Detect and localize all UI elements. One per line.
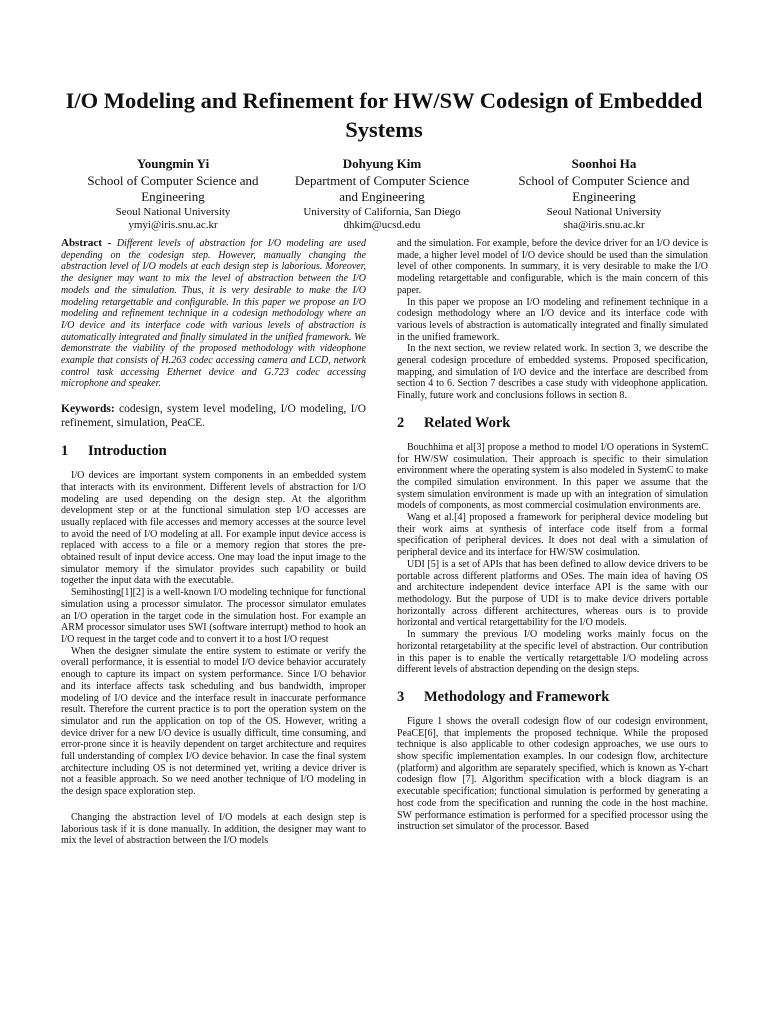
abstract: [61, 238, 366, 390]
paragraph: UDI [5] is a set of APIs that has been defined to allow device drivers to be portable across different platforms and OSes. The main idea of having OS and architecture independent device interface API is the same with our methodology. But the purpose of UDI is to make device drivers portable horizontally across different architectures, whereas ours is to provide horizontal and vertical retargettability for the I/O models.: [397, 558, 708, 629]
paragraph: In this paper we propose an I/O modeling and refinement technique in a codesign methodology where an I/O device and its interface code with various levels of abstraction is automatically integrated and finally simulated in the unified framework.: [397, 296, 708, 343]
author-name: Dohyung Kim: [342, 156, 422, 171]
author-1: [78, 156, 268, 233]
right-column: [397, 238, 708, 833]
section-number: 3: [397, 688, 405, 705]
author-email: ymyi@iris.snu.ac.kr: [128, 219, 218, 231]
paragraph: and the simulation. For example, before the device driver for an I/O device is made, a higher level model of I/O device should be used than the simulation level of other components. In summary, it is very desirable to make the I/O modeling retargettable and configurable, which is the main concern of this paper.: [397, 238, 708, 296]
section-heading-introduction: [61, 442, 366, 460]
keywords-text: codesign, system level modeling, I/O modeling, I/O refinement, simulation, PeaCE.: [61, 403, 367, 429]
paragraph: Semihosting[1][2] is a well-known I/O modeling technique for functional simulation using a processor simulator. The processor simulator emulates an I/O operation in the target code in the simulation host. For example an ARM processor simulator uses SWI (software interrupt) method to hook an I/O request in the target code and to convert it to a host I/O request: [61, 587, 366, 645]
paper-title: I/O Modeling and Refinement for HW/SW Codesign of Embedded Systems: [65, 88, 703, 142]
author-university: Seoul National University: [115, 205, 231, 218]
paragraph: In summary the previous I/O modeling works mainly focus on the horizontal retargetability at the specific level of abstraction. Our contribution in this paper is to enable the vertically retargettable I/O modeling across different levels of abstraction depending on the design steps.: [397, 629, 708, 676]
author-affiliation: Department of Computer Science and Engineering: [294, 172, 470, 204]
author-name: Soonhoi Ha: [571, 156, 637, 171]
author-affiliation: School of Computer Science and Engineering: [518, 172, 690, 204]
author-block: [60, 156, 720, 231]
paragraph: When the designer simulate the entire system to estimate or verify the overall performance, it is essential to model I/O device behavior accurately enough to capture its impact on system performance. Since I/O behavior and its interface affects task scheduling and bus bandwidth, improper modeling of I/O device and the interface result in inaccurate performance result. Therefore the current practice is to port the operation system on the simulator and run the application on top of the OS. However, writing a device driver for a new I/O device is usually difficult, time consuming, and error-prone since it is heavily dependent on target architecture and requires full understanding of complex I/O device behavior. In case the final system architecture including OS is not determined yet, writing a device driver is not a feasible approach. So we need another technique of I/O modeling in the design space exploration step.: [61, 645, 366, 798]
paragraph: Bouchhima et al[3] propose a method to model I/O operations in SystemC for HW/SW cosimulation. Their approach is specific to their simulation environment where the operating system is also modeled in SystemC to make the compiled simulation environment. In this paper we assume that the system simulation environment is made up with an integration of simulation models of components, as most commercial cosimulation environments are.: [397, 441, 708, 512]
paragraph: Wang et al.[4] proposed a framework for peripheral device modeling but their work aims at synthesis of interface code itself from a formal specification of peripheral devices. It does not deal with a simulation of peripheral device and its interface for HW/SW cosimulation.: [397, 512, 708, 559]
section-heading-methodology: [397, 688, 708, 706]
left-column: [61, 238, 366, 847]
abstract-text: Different levels of abstraction for I/O modeling are used depending on the codesign step. However, manually changing the abstraction level of I/O models at each design step is laborious. Moreover, the designer may want to mix the level of abstraction between the I/O models and the simulation. Thus, it is very desirable to make the I/O modeling retargettable and configurable. In this paper we propose an I/O modeling and refinement technique in a codesign methodology where an I/O device and its interface code with various levels of abstraction is automatically integrated and finally simulated in the unified framework. We demonstrate the viability of the proposed methodology with videophone example that consists of H.263 codec accessing camera and LCD, network control task accessing Ethernet device and G.723 codec accessing microphone and speaker.: [61, 238, 366, 390]
keywords: [61, 403, 366, 430]
abstract-label: Abstract -: [61, 237, 112, 249]
paragraph: Changing the abstraction level of I/O models at each design step is laborious task if it is done manually. In addition, the designer may want to mix the level of abstraction between the I/O models: [61, 811, 366, 847]
author-university: University of California, San Diego: [303, 205, 461, 218]
section-heading-related-work: [397, 414, 708, 432]
section-title: Introduction: [88, 443, 167, 460]
section-number: 2: [397, 414, 405, 431]
author-affiliation: School of Computer Science and Engineering: [87, 172, 259, 204]
author-3: [504, 156, 704, 233]
author-email: sha@iris.snu.ac.kr: [563, 219, 645, 231]
section-number: 1: [61, 443, 69, 460]
author-2: [292, 156, 472, 233]
paragraph: Figure 1 shows the overall codesign flow of our codesign environment, PeaCE[6], that implements the proposed technique. While the proposed technique is also applicable to other codesign approaches, we use ours to show specific implementation examples. In our codesign flow, architecture (platform) and algorithm are separately specified, which is known as Y-chart codesign flow [7]. Algorithm specification with a block diagram is an executable specification; functional simulation is performed by generating a host code from the specification and running the code in the host machine. SW performance estimation is performed for a specified processor using the instruction set simulator of the processor. Based: [397, 715, 708, 833]
paragraph: I/O devices are important system components in an embedded system that interacts with its environment. Different levels of abstraction for I/O modeling are used depending on the design step. At the algorithm development step or at the functional simulation step I/O accesses are usually replaced with file accesses and memory accesses at the source level to avoid the need of I/O modeling at all. For example input device access is replaced with access to a file or a memory region that stores the pre-obtained result of input device access. One may load the input image to the simulator memory if the simulator provides such capability or build together the input data with the executable.: [61, 470, 366, 587]
author-name: Youngmin Yi: [136, 156, 210, 171]
keywords-label: Keywords:: [61, 403, 115, 416]
author-email: dhkim@ucsd.edu: [343, 219, 421, 231]
paragraph: In the next section, we review related work. In section 3, we describe the general codesign procedure of embedded systems. Proposed specification, mapping, and simulation of I/O device and the interface are described from section 4 to 6. Section 7 describes a case study with videophone application. Finally, future work and conclusions follows in section 8.: [397, 343, 708, 402]
section-title: Methodology and Framework: [424, 688, 610, 705]
section-title: Related Work: [424, 414, 511, 431]
author-university: Seoul National University: [546, 205, 662, 218]
